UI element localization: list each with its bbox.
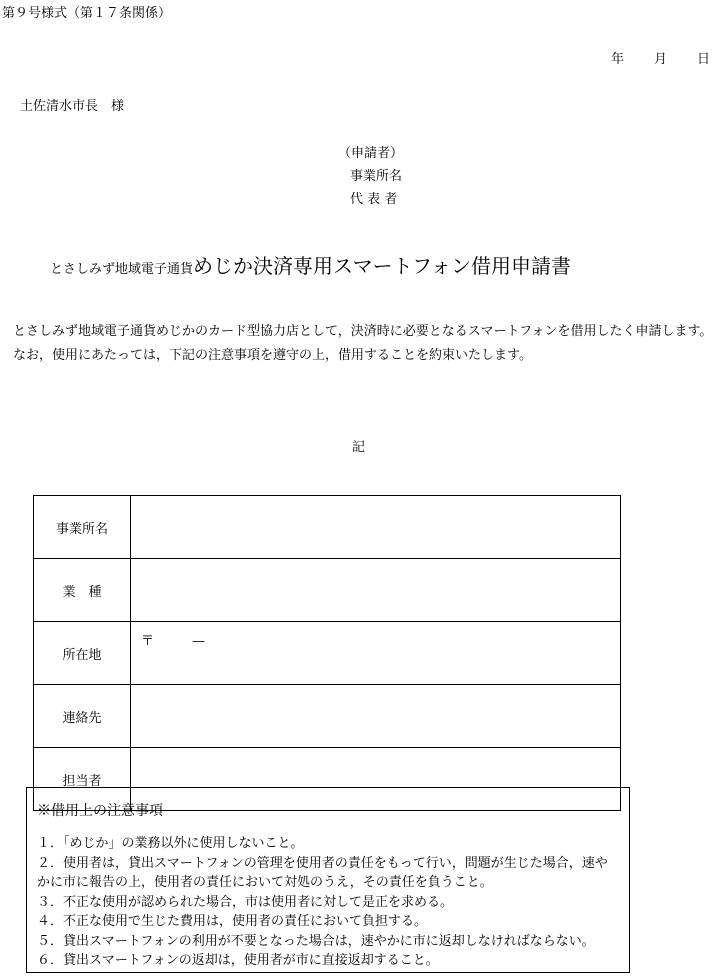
document-title	[50, 250, 571, 279]
applicant-representative: 代 表 者	[350, 192, 398, 207]
applicant-label: （申請者）	[338, 146, 404, 161]
table-label-business-name: 事業所名	[34, 496, 131, 559]
body-paragraph-1: とさしみず地域電子通貨めじかのカード型協力店として，決済時に必要となるスマートフォンを借用したく申請します。	[13, 324, 713, 339]
table-row	[34, 496, 621, 559]
title-main: めじか決済専用スマートフォン借用申請書	[193, 254, 572, 278]
table-label-person-in-charge: 担当者	[34, 748, 131, 811]
list-item: ６．貸出スマートフォンの返却は，使用者が市に直接返却すること。	[37, 953, 439, 968]
contact-field[interactable]	[131, 685, 621, 748]
list-item: １．「めじか」の業務以外に使用しないこと。	[37, 836, 304, 851]
list-item: ３．不正な使用が認められた場合，市は使用者に対して是正を求める。	[37, 894, 454, 910]
table-label-address: 所在地	[34, 622, 131, 685]
business-name-field[interactable]	[131, 496, 621, 559]
table-row	[34, 559, 621, 622]
postal-dash: —	[192, 634, 206, 649]
date-line	[611, 48, 710, 67]
list-item: かに市に報告の上，使用者の責任において対処のうえ，その責任を負うこと。	[37, 875, 493, 890]
ki-heading: 記	[352, 440, 366, 455]
applicant-block	[338, 142, 403, 211]
body-text	[0, 320, 720, 368]
table-row	[34, 622, 621, 685]
table-label-contact: 連絡先	[34, 685, 131, 748]
table-label-industry: 業 種	[34, 559, 131, 622]
form-number: 第９号様式（第１７条関係）	[2, 6, 172, 21]
body-paragraph-2: なお，使用にあたっては，下記の注意事項を遵守の上，借用することを約束いたします。	[13, 348, 532, 363]
date-year: 年	[610, 52, 624, 67]
title-prefix: とさしみず地域電子通貨	[50, 262, 194, 277]
addressee: 土佐清水市長 様	[20, 99, 125, 114]
notes-box	[26, 787, 630, 973]
industry-field[interactable]	[131, 559, 621, 622]
info-table	[33, 495, 621, 811]
list-item: ５．貸出スマートフォンの利用が不要となった場合は，速やかに市に返却しなければならない。	[37, 933, 595, 949]
notes-heading: ※借用上の注意事項	[37, 803, 163, 819]
date-day: 日	[696, 52, 710, 67]
table-row	[34, 685, 621, 748]
list-item: ２．使用者は，貸出スマートフォンの管理を使用者の責任をもって行い，問題が生じた場合，速や	[37, 855, 608, 871]
notes-list	[37, 834, 629, 971]
list-item: ４．不正な使用で生じた費用は，使用者の責任において負担する。	[37, 914, 428, 929]
postal-mark: 〒	[141, 634, 155, 649]
date-month: 月	[653, 52, 667, 67]
applicant-business-name: 事業所名	[350, 169, 403, 184]
address-field[interactable]	[131, 622, 621, 685]
